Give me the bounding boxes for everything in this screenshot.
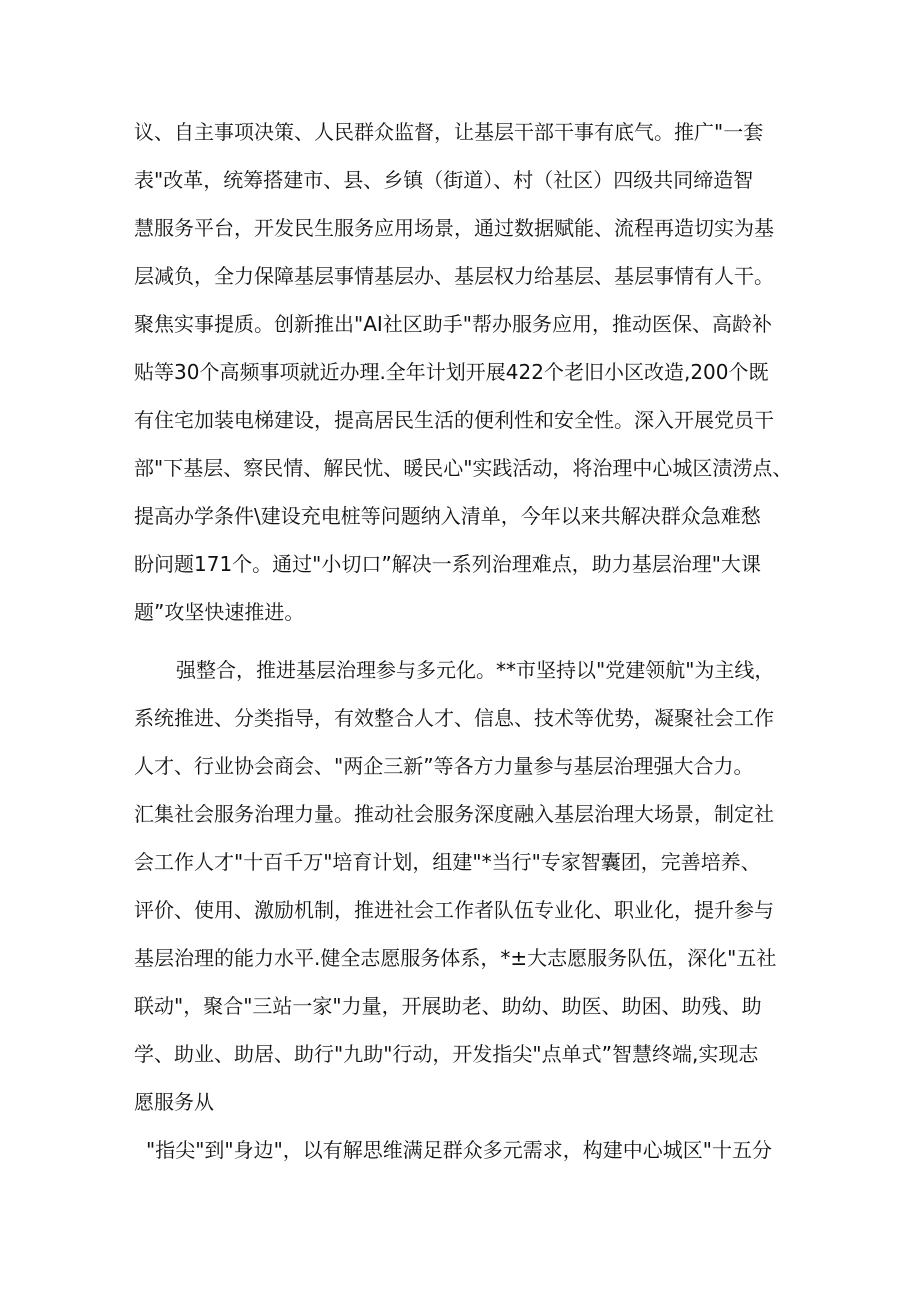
text-line-3: 慧服务平台，开发民生服务应用场景，通过数据赋能、流程再造切实为基 [134,216,774,240]
text-line-4: 层减负，全力保障基层事情基层办、基层权力给基层、基层事情有人干。 [134,264,774,288]
text-line-10: 盼问题171个。通过"小切口”解决一系列治理难点，助力基层治理"大课 [134,552,761,576]
text-line-2: 表"改革，统筹搭建市、县、乡镇（街道）、村（社区）四级共同缔造智 [134,168,754,192]
text-line-5: 聚焦实事提质。创新推出"AI社区助手"帮办服务应用，推动医保、高龄补 [134,312,772,336]
text-line-15: 汇集社会服务治理力量。推动社会服务深度融入基层治理大场景，制定社 [134,802,774,826]
text-line-20: 学、助业、助居、助行"九助"行动，开发指尖"点单式”智慧终端,实现志 [134,1042,759,1066]
text-line-11: 题”攻坚快速推进。 [134,600,305,624]
text-line-1: 议、自主事项决策、人民群众监督，让基层干部干事有底气。推广"一套 [134,120,764,144]
text-line-9: 提高办学条件\建设充电桩等问题纳入清单，今年以来共解决群众急难愁 [134,504,761,528]
text-line-6: 贴等30个高频事项就近办理.全年计划开展422个老旧小区改造,200个既 [134,360,769,384]
text-line-22: "指尖"到"身边"，以有解思维满足群众多元需求，构建中心城区"十五分 [146,1138,772,1162]
text-line-21: 愿服务从 [134,1090,214,1114]
text-line-14: 人才、行业协会商会、"两企三新”等各方力量参与基层治理强大合力。 [134,754,754,778]
text-line-7: 有住宅加装电梯建设，提高居民生活的便利性和安全性。深入开展党员干 [134,408,774,432]
text-line-18: 基层治理的能力水平.健全志愿服务体系，*±大志愿服务队伍，深化"五社 [134,946,777,970]
paragraph-start-line: 强整合，推进基层治理参与多元化。**市坚持以"党建领航"为主线， [176,658,775,682]
text-line-19: 联动"，聚合"三站一家"力量，开展助老、助幼、助医、助困、助残、助 [134,994,762,1018]
text-line-16: 会工作人才"十百千万"培育计划，组建"*当行"专家智囊团，完善培养、 [134,850,761,874]
text-line-13: 系统推进、分类指导，有效整合人才、信息、技术等优势，凝聚社会工作 [134,706,774,730]
text-line-8: 部"下基层、察民情、解民忧、暖民心"实践活动，将治理中心城区渍涝点、 [134,456,793,480]
text-line-17: 评价、使用、激励机制，推进社会工作者队伍专业化、职业化，提升参与 [134,898,774,922]
